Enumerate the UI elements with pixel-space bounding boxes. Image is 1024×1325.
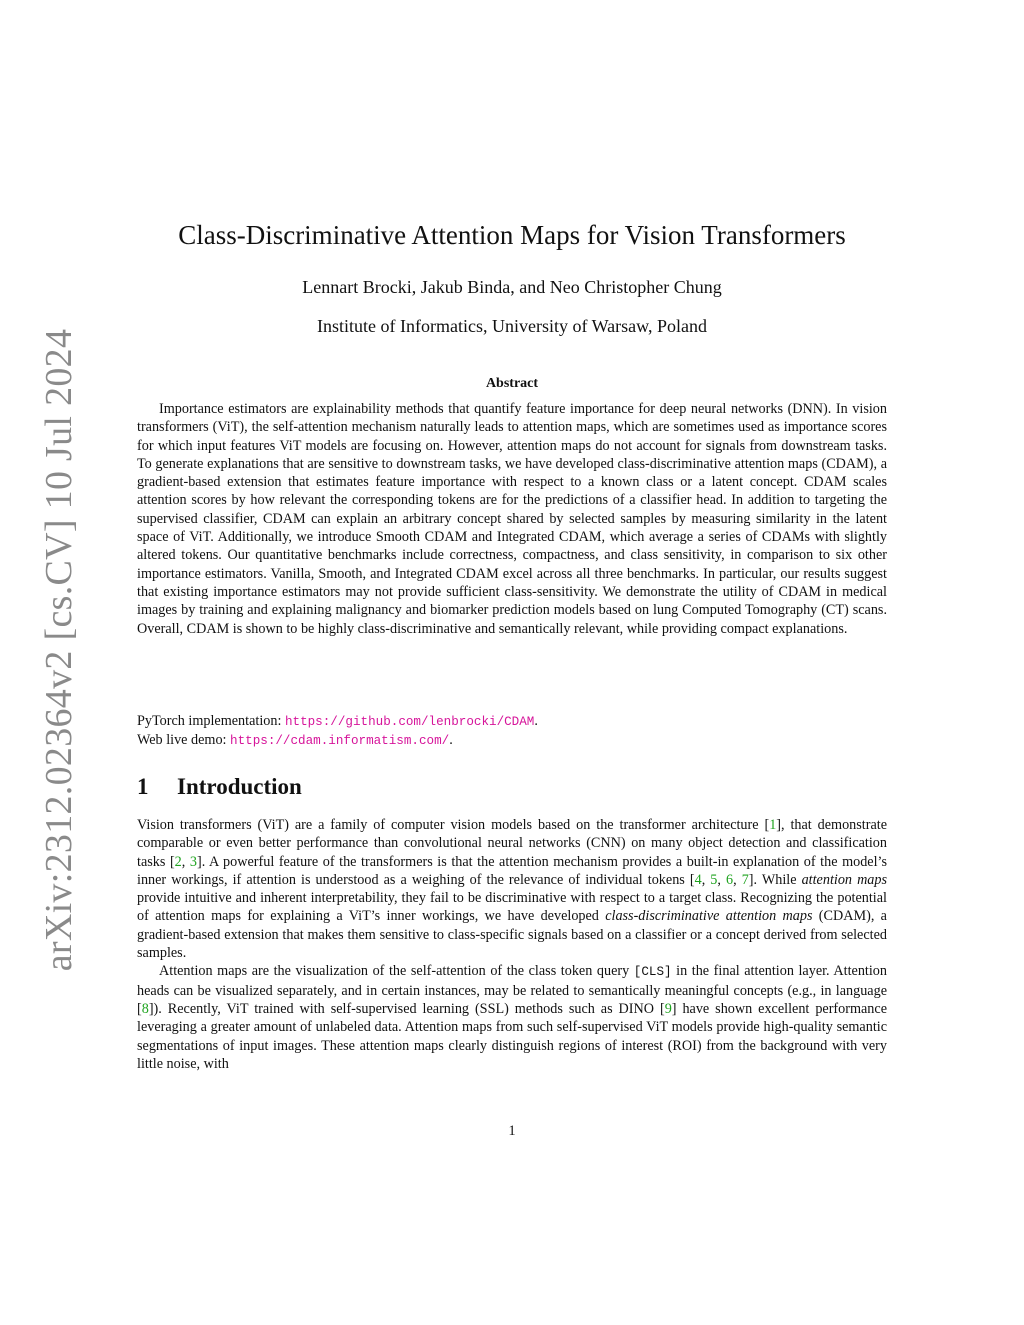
text-run: provide intuitive and inherent interpretability, they fail to be discriminative with respect to a target class. Recognizing the potential of attention maps for explaining a ViT’s inner workings, we have developed — [137, 890, 887, 925]
emphasis-text: attention maps — [801, 871, 888, 888]
paper-affiliation: Institute of Informatics, University of Warsaw, Poland — [317, 316, 707, 336]
abstract-heading: Abstract — [485, 376, 539, 391]
text-run: Vision transformers (ViT) are a family of computer vision models based on the transformer architecture [ — [137, 817, 770, 833]
section-heading — [137, 774, 302, 800]
demo-url-link[interactable]: https://cdam.informatism.com/ — [230, 734, 450, 749]
text-run: ]. While — [748, 871, 802, 888]
text-run: (CDAM), a gradient-based extension that makes them sensitive to class-specific signals based on a classifier or a concept derived from selected samples. — [137, 908, 887, 962]
paper-title: Class-Discriminative Attention Maps for Vision Transformers — [178, 220, 846, 250]
citation-link[interactable]: 7 — [741, 871, 749, 888]
text-run: ], that demonstrate comparable or even better performance than convolutional neural networks (CNN) on many object detection and classification tasks [ — [137, 817, 887, 870]
demo-link-line — [137, 731, 887, 750]
page-number: 1 — [508, 1123, 516, 1139]
arxiv-identifier-stamp: arXiv:2312.02364v2 [cs.CV] 10 Jul 2024 — [38, 328, 80, 972]
text-run: , — [733, 871, 742, 888]
citation-link[interactable]: 2 — [174, 853, 182, 870]
text-run: ]. A powerful feature of the transformers is that the attention mechanism provides a built-in explanation of the model’s inner workings, if attention is understood as a weighing of the relevance of individual tokens [ — [137, 853, 887, 888]
section-title: Introduction — [177, 774, 302, 799]
citation-link[interactable]: 6 — [726, 871, 734, 888]
intro-paragraph-1 — [137, 816, 887, 962]
citation-link[interactable]: 5 — [710, 871, 718, 888]
text-run: , — [701, 871, 711, 888]
citation-link[interactable]: 4 — [694, 871, 702, 888]
pytorch-url-link[interactable]: https://github.com/lenbrocki/CDAM — [284, 715, 535, 729]
text-run: ]). Recently, ViT trained with self-supervised learning (SSL) methods such as DINO [ — [148, 1000, 665, 1017]
text-run: in the final attention layer. Attention heads can be visualized separately, and in certain instances, may be related to semantically meaningful concepts (e.g., in language [ — [137, 963, 887, 1017]
pytorch-link-line — [137, 712, 887, 731]
introduction-text — [137, 816, 887, 1073]
text-run: , — [717, 871, 726, 888]
citation-link[interactable]: 9 — [664, 1000, 672, 1017]
text-run: , — [181, 853, 190, 870]
code-links — [137, 712, 887, 751]
paper-authors: Lennart Brocki, Jakub Binda, and Neo Christopher Chung — [302, 277, 722, 297]
text-run: Attention maps are the visualization of the self-attention of the class token query — [159, 963, 634, 980]
demo-period: . — [449, 732, 453, 749]
intro-paragraph-2 — [137, 962, 887, 1073]
demo-label: Web live demo: — [137, 732, 231, 749]
pytorch-period: . — [534, 713, 538, 729]
text-run: ] have shown excellent performance leveraging a greater amount of unlabeled data. Attention maps from such self-supervised ViT models provide high-quality semantic segmentations of input images. These attention maps clearly distinguish regions of interest (ROI) from the background with very little noise, with — [137, 1000, 887, 1072]
citation-link[interactable]: 3 — [189, 853, 197, 870]
abstract-body: Importance estimators are explainability methods that quantify feature importance for deep neural networks (DNN). In vision transformers (ViT), the self-attention mechanism naturally leads to attention maps, which are sometimes used as importance scores for which input features ViT models are focusing on. However, attention maps do not account for signals from downstream tasks. To generate explanations that are sensitive to downstream tasks, we have developed class-discriminative attention maps (CDAM), a gradient-based extension that estimates feature importance with respect to a known class or a latent concept. CDAM scales attention scores by how relevant the corresponding tokens are for the predictions of a classifier head. In addition to targeting the supervised classifier, CDAM can explain an arbitrary concept shared by selected samples by measuring similarity in the latent space of ViT. Additionally, we introduce Smooth CDAM and Integrated CDAM, which average a series of CDAMs with slightly altered tokens. Our quantitative benchmarks include correctness, compactness, and class sensitivity, in comparison to six other importance estimators. Vanilla, Smooth, and Integrated CDAM excel across all three benchmarks. In particular, our results suggest that existing importance estimators may not provide sufficient class-sensitivity. We demonstrate the utility of CDAM in medical images by training and explaining malignancy and biomarker prediction models based on lung Computed Tomography (CT) scans. Overall, CDAM is shown to be highly class-discriminative and semantically relevant, while providing compact explanations. — [137, 401, 887, 637]
cls-token-code: [CLS] — [633, 965, 672, 980]
pytorch-label: PyTorch implementation: — [137, 713, 285, 729]
emphasis-text: class-discriminative attention maps — [605, 908, 813, 925]
citation-link[interactable]: 8 — [141, 1000, 149, 1017]
citation-link[interactable]: 1 — [769, 817, 777, 833]
section-number: 1 — [137, 774, 149, 799]
